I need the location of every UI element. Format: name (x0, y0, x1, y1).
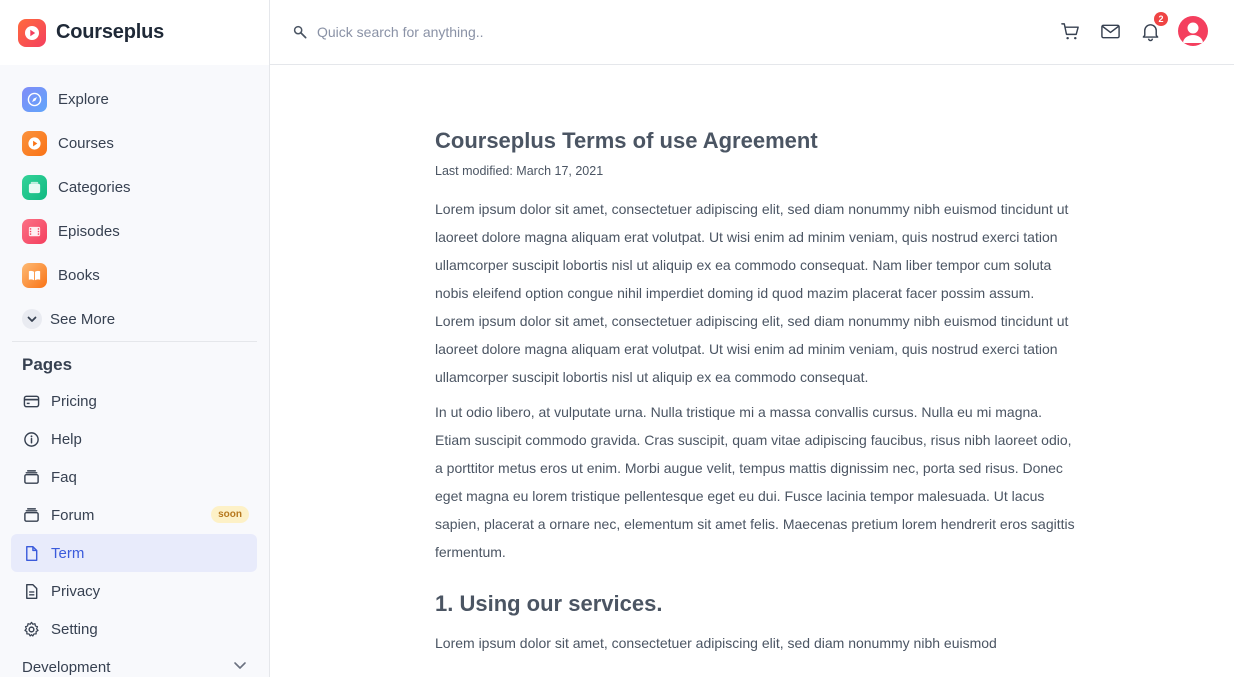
see-more-button[interactable] (0, 297, 269, 341)
page-title: Courseplus Terms of use Agreement (435, 128, 818, 153)
sidebar-item-label: Categories (58, 178, 131, 196)
folder-icon (22, 175, 47, 200)
sidebar-item-faq[interactable] (0, 458, 257, 496)
chevron-down-icon (233, 658, 247, 676)
info-icon (22, 430, 40, 448)
sidebar-item-label: Courses (58, 134, 114, 152)
sidebar-item-label: Setting (51, 620, 98, 638)
top-header (270, 0, 1234, 65)
sidebar-item-label: Books (58, 266, 100, 284)
sidebar-item-help[interactable] (0, 420, 257, 458)
sidebar-item-label: Explore (58, 90, 109, 108)
sidebar-item-courses[interactable] (0, 121, 269, 165)
sidebar-item-label: Development (22, 658, 111, 676)
credit-card-icon (22, 392, 40, 410)
film-icon (22, 219, 47, 244)
avatar[interactable] (1178, 16, 1208, 46)
courseplus-logo-icon (18, 19, 46, 47)
sidebar-item-label: Pricing (51, 392, 97, 410)
last-modified: Last modified: March 17, 2021 (435, 164, 604, 178)
sidebar-item-label: Forum (51, 506, 95, 524)
soon-badge: soon (211, 506, 249, 523)
sidebar-item-categories[interactable] (0, 165, 269, 209)
chevron-down-icon (22, 309, 42, 329)
section-heading: 1. Using our services. (435, 591, 663, 616)
bell-icon[interactable] (1138, 14, 1164, 43)
header-actions (1042, 16, 1208, 46)
book-icon (22, 263, 47, 288)
paragraph: Lorem ipsum dolor sit amet, consectetuer adipiscing elit, sed diam nonummy nibh euismod tincidunt ut laoreet dolore magna aliquam erat volutpat. Ut wisi enim ad minim veniam, quis nostrud exerci tation ullamcorper suscipit lobortis nisl ut aliquip ex ea commodo consequat. Nam liber tempor cum soluta nobis eleifend option congue nihil imperdiet doming id quod mazim placerat facer possim assum. Lorem ipsum dolor sit amet, consectetuer adipiscing elit, sed diam nonummy nibh euismod tincidunt ut laoreet dolore magna aliquam erat volutpat. Ut wisi enim ad minim veniam, quis nostrud exerci tation ullamcorper suscipit lobortis nisl ut aliquip ex ea commodo consequat. (435, 201, 1069, 385)
sidebar-item-label: Term (51, 544, 85, 562)
notification-badge: 2 (1154, 12, 1168, 26)
sidebar (0, 0, 270, 677)
sidebar-item-privacy[interactable] (0, 572, 257, 610)
cart-icon[interactable] (1058, 19, 1082, 43)
sidebar-item-label: Faq (51, 468, 77, 486)
terms-content (435, 128, 1075, 657)
brand[interactable] (0, 0, 269, 65)
pages-section-title: Pages (22, 355, 73, 374)
search-icon (293, 24, 309, 40)
brand-name: Courseplus (56, 21, 165, 43)
document-icon (22, 544, 40, 562)
sidebar-item-books[interactable] (0, 253, 269, 297)
main-nav (0, 65, 269, 341)
sidebar-item-label: Episodes (58, 222, 120, 240)
sidebar-item-setting[interactable] (0, 610, 257, 648)
paragraph: In ut odio libero, at vulputate urna. Nulla tristique mi a massa convallis cursus. Nulla eu mi magna. Etiam suscipit commodo gravida. Cras suscipit, quam vitae adipiscing faucibus, risus nibh laoreet odio, a porttitor metus eros ut enim. Morbi augue velit, tempus mattis dignissim nec, porta sed risus. Donec eget magna eu lorem tristique pellentesque eget eu dui. Fusce lacinia tempor malesuada. Ut lacus sapien, placerat a ornare nec, elementum sit amet felis. Maecenas pretium lorem hendrerit eros sagittis fermentum. (435, 404, 1075, 560)
gear-icon (22, 620, 40, 638)
search-input[interactable] (317, 24, 717, 40)
sidebar-item-pricing[interactable] (0, 382, 257, 420)
paragraph: Lorem ipsum dolor sit amet, consectetuer adipiscing elit, sed diam nonummy nibh euismod (435, 635, 997, 651)
stack-icon (22, 468, 40, 486)
document-text-icon (22, 582, 40, 600)
sidebar-item-explore[interactable] (0, 77, 269, 121)
sidebar-item-forum[interactable] (0, 496, 257, 534)
play-icon (22, 131, 47, 156)
user-icon (1178, 16, 1208, 46)
sidebar-item-development[interactable] (0, 648, 269, 677)
compass-icon (22, 87, 47, 112)
sidebar-item-episodes[interactable] (0, 209, 269, 253)
mail-icon[interactable] (1098, 19, 1122, 43)
sidebar-item-term[interactable] (11, 534, 257, 572)
sidebar-item-label: Privacy (51, 582, 101, 600)
see-more-label: See More (50, 310, 116, 328)
sidebar-item-label: Help (51, 430, 82, 448)
stack-icon (22, 506, 40, 524)
